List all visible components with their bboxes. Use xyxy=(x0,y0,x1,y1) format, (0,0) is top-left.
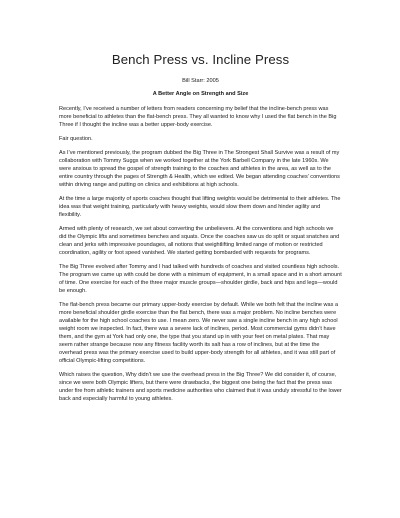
paragraph-2: Fair question. xyxy=(59,136,93,143)
document-author: Bill Starr: 2005 xyxy=(182,78,219,84)
paragraph-5: Armed with plenty of research, we set about converting the unbelievers. At the conventions and high schools we did the Olympic lifts and sometimes benches and squats. Once the coaches saw us do split or squat snatches and clean and jerks with impressive poundages, all notions that weightlifting limited range of motion or restricted coordination, agility or foot speed vanished. We started getting bombarded with requests for programs. xyxy=(59,226,340,257)
paragraph-4: At the time a large majority of sports coaches thought that lifting weights would be detrimental to their athletes. The idea was that weight training, particularly with heavy weights, would slow them down and hinder agility and flexibility. xyxy=(59,196,341,219)
paragraph-3: As I’ve mentioned previously, the program dubbed the Big Three in The Strongest Shall Survive was a result of my collaboration with Tommy Suggs when we worked together at the York Barbell Company in the late 1960s. We were anxious to spread the gospel of strength training to the coaches and athletes in the area, as well as to the entire country through the pages of Strength & Health, which we edited. We began attending coaches’ conventions within driving range and putting on clinics and exhibitions at high schools. xyxy=(59,150,340,189)
document-subtitle: A Better Angle on Strength and Size xyxy=(152,91,249,97)
paragraph-8: Which raises the question, Why didn’t we use the overhead press in the Big Three? We did consider it, of course, since we were both Olympic lifters, but there were drawbacks, the biggest one being the fact that the press was under fire from athletic trainers and sports medicine authorities who claimed that it was unduly stressful to the lower back and especially harmful to young athletes. xyxy=(59,372,342,402)
paragraph-1: Recently, I’ve received a number of letters from readers concerning my belief that the incline-bench press was more beneficial to athletes than the flat-bench press. They all wanted to know why I used the flat bench in the Big Three if I thought the incline was a better upper-body exercise. xyxy=(59,106,337,128)
paragraph-6: The Big Three evolved after Tommy and I had talked with hundreds of coaches and visited countless high schools. The program we came up with could be done with a minimum of equipment, in a small space and in a short amount of time. One exercise for each of the three major muscle groups—shoulder girdle, back and hips and legs—would be enough. xyxy=(59,264,342,295)
document-title: Bench Press vs. Incline Press xyxy=(111,52,290,67)
paragraph-7: The flat-bench press became our primary upper-body exercise by default. While we both felt that the incline was a more beneficial shoulder girdle exercise than the flat bench, there was a major problem. No incline benches were available for the high school coaches to use. I mean zero. We never saw a single incline bench in any high school weight room we inspected. In fact, there was a severe lack of inclines, period. Most commercial gyms didn’t have them, and the gym at York had only one, the type that you stand up in with your feet on metal plates. That may seem rather strange because now any fitness facility worth its salt has a row of inclines, but at the time the overhead press was the primary exercise used to build upper-body strength for all athletes, and it was still part of official Olympic-lifting competitions. xyxy=(59,302,339,364)
